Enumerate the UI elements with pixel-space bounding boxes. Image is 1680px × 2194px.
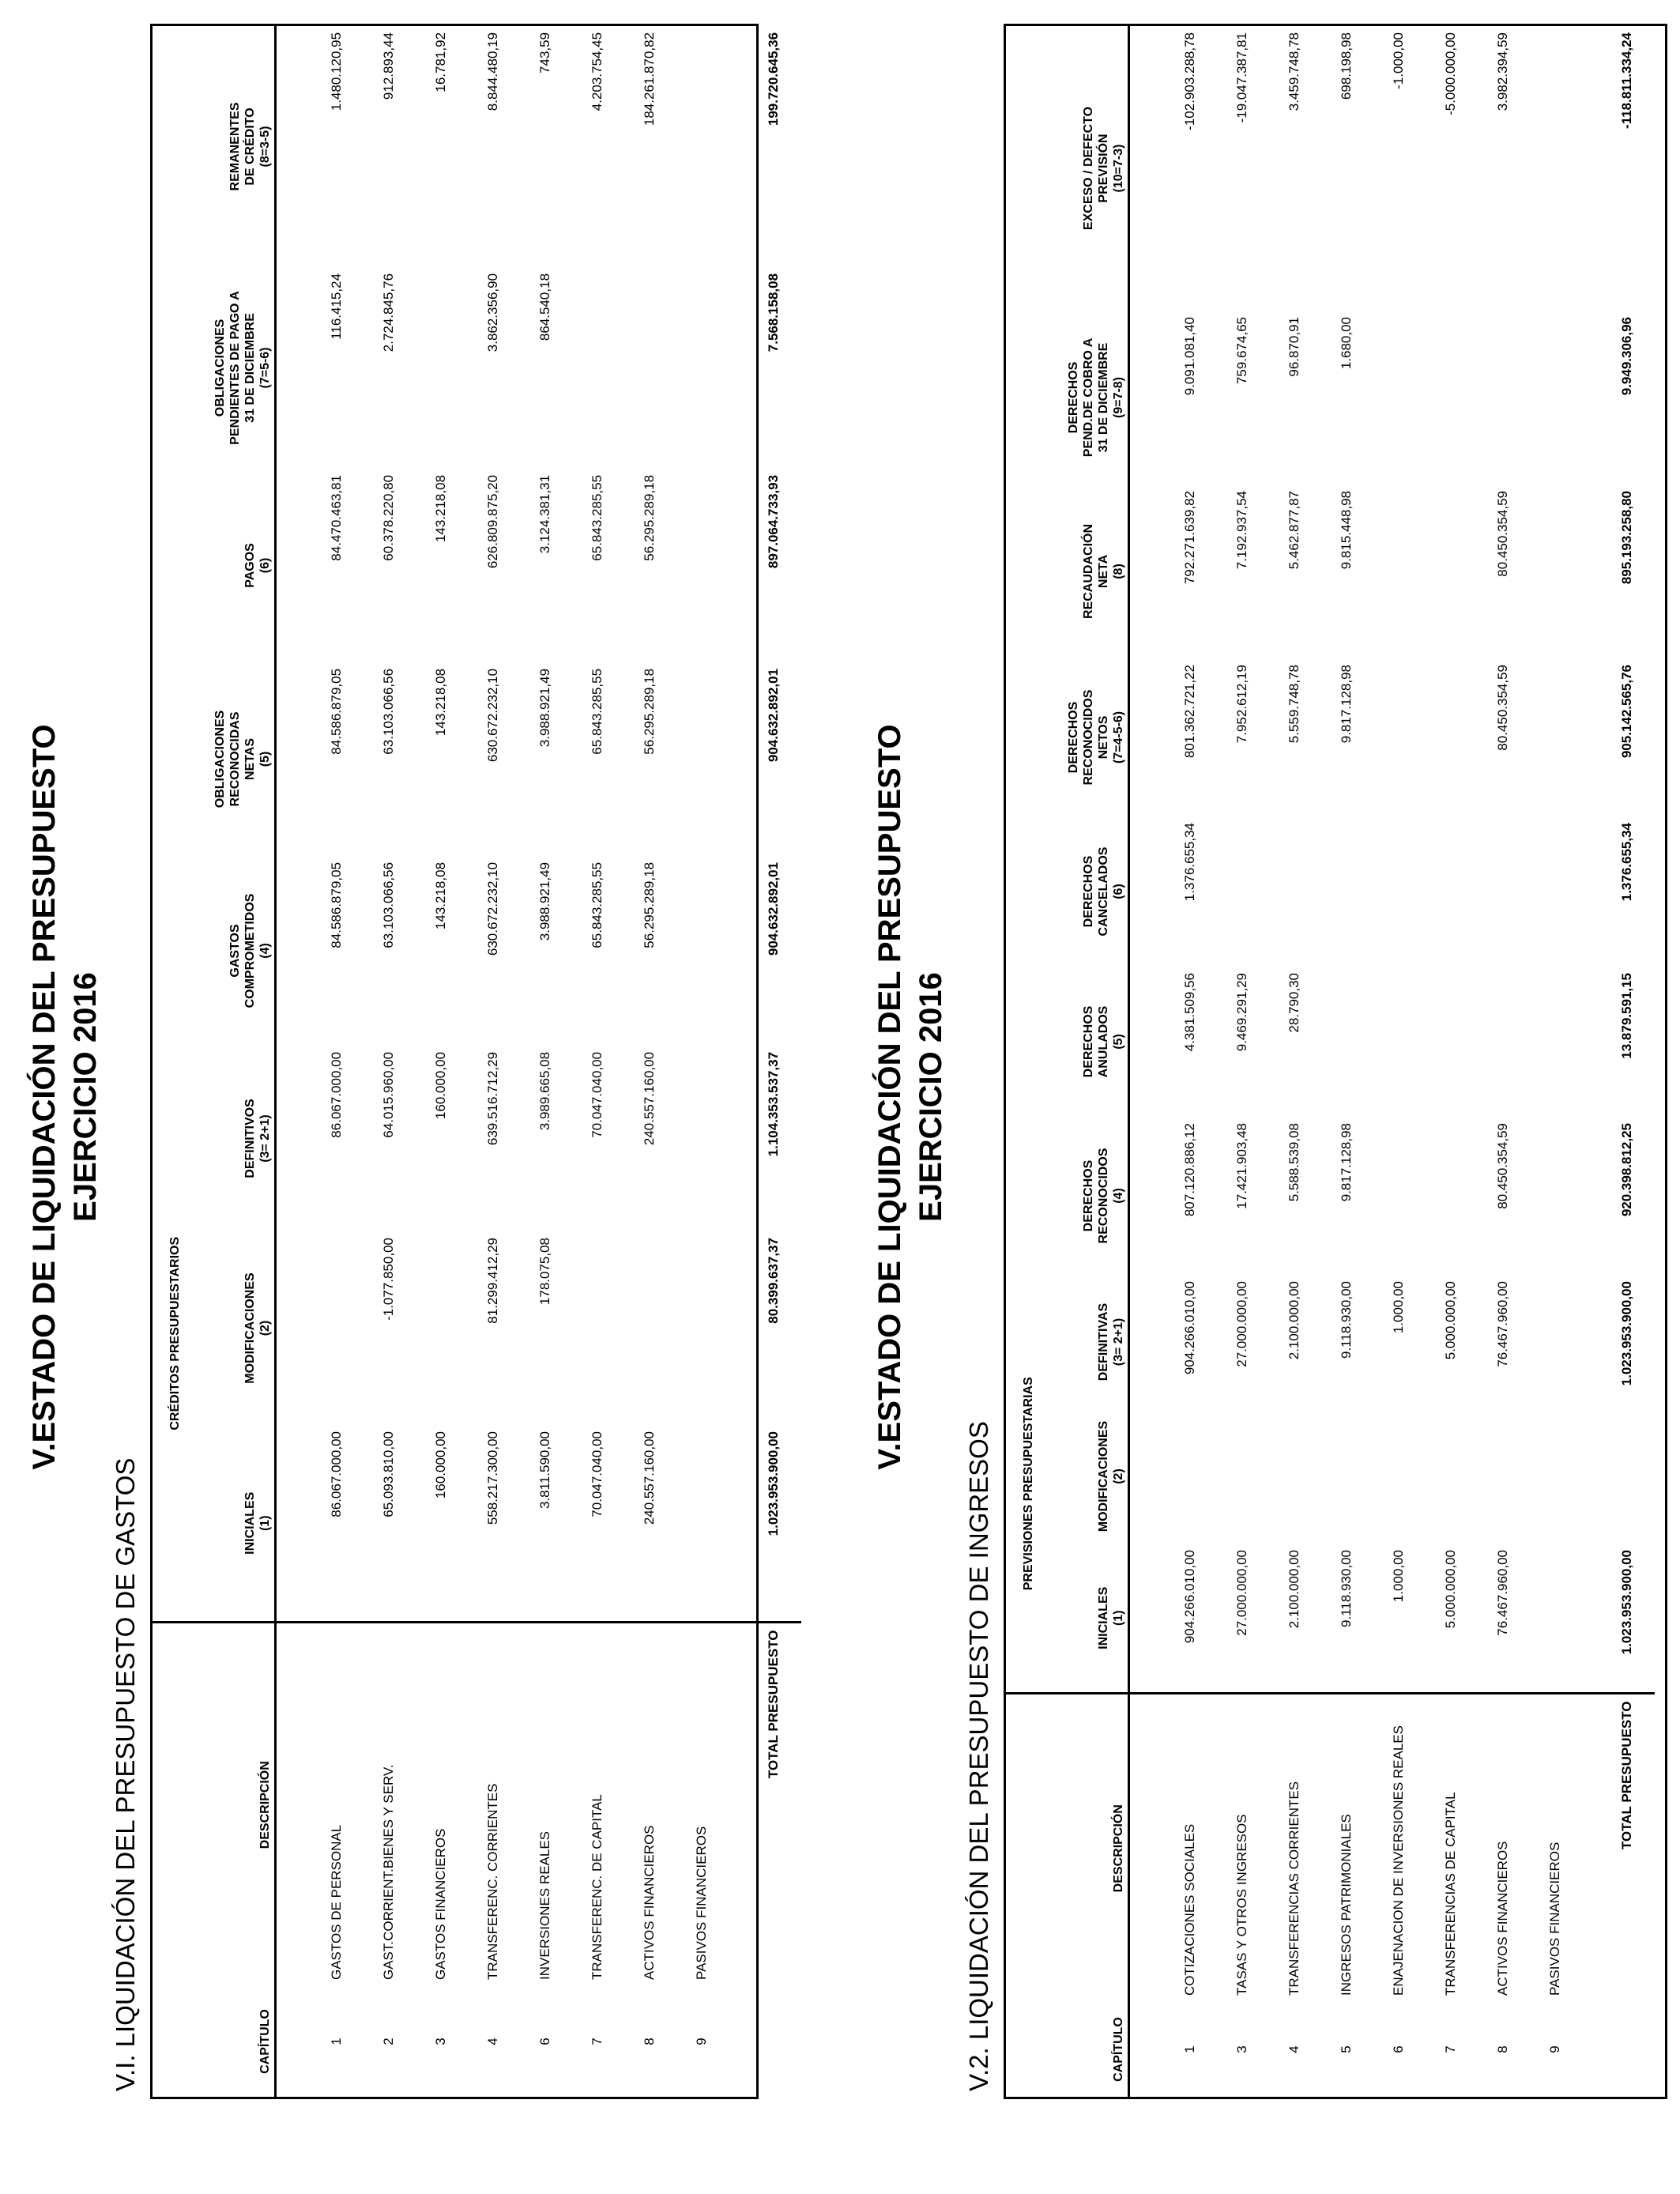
- gastos-head-iniciales: INICIALES (1): [184, 1425, 275, 1623]
- ingresos-head-capitulo: CAPÍTULO: [1038, 2002, 1128, 2097]
- gastos-head-comprometidos: GASTOS COMPROMETIDOS (4): [184, 856, 275, 1046]
- gastos-head-obligaciones: OBLIGACIONES RECONOCIDAS NETAS (5): [184, 662, 275, 856]
- table-row: 3 GASTOS FINANCIEROS 160.000,00 160.000,00 143.218,08 143.218,08 143.218,08 16.781,92: [433, 26, 485, 2097]
- total-row: TOTAL PRESUPUESTO 1.023.953.900,00 1.023.953.900,00 920.398.812,25 13.879.591,15 1.376.655,34 905.142.565,76 895.193.258,80 9.949.306,96 -118.811.334,24: [1599, 26, 1655, 2097]
- gastos-table-box: [150, 24, 781, 2099]
- gastos-table: [153, 26, 801, 2097]
- gastos-title-line1: V.ESTADO DE LIQUIDACIÓN DEL PRESUPUESTO: [27, 724, 62, 1470]
- gastos-head-definitivos: DEFINITIVOS (3= 2+1): [184, 1046, 275, 1231]
- gastos-title-line2: EJERCICIO 2016: [68, 972, 103, 1222]
- table-row: 6 ENAJENACION DE INVERSIONES REALES 1.000,00 1.000,00 -1.000,00: [1391, 26, 1443, 2097]
- gastos-head-capitulo: CAPÍTULO: [184, 1986, 275, 2097]
- ingresos-table-box: [1004, 24, 1667, 2099]
- gastos-head-descripcion: DESCRIPCIÓN: [184, 1623, 275, 1986]
- total-row: TOTAL PRESUPUESTO 1.023.953.900,00 80.399.637,37 1.104.353.537,37 904.632.892,01 904.632.892,01 897.064.733,93 7.568.158,08 199.720.645,36: [746, 26, 801, 2097]
- ingresos-title: [869, 0, 951, 2194]
- gastos-head-pagos: PAGOS (6): [184, 469, 275, 662]
- ingresos-head-exceso: EXCESO / DEFECTO PREVISIÓN (10=7-3): [1038, 26, 1128, 311]
- ingresos-head-descripcion: DESCRIPCIÓN: [1038, 1694, 1128, 2002]
- ingresos-head-anulados: DERECHOS ANULADOS (5): [1038, 967, 1128, 1117]
- ingresos-subtitle: V.2. LIQUIDACIÓN DEL PRESUPUESTO DE INGRESOS: [964, 1421, 993, 2091]
- gastos-title: [24, 0, 106, 2194]
- table-row: 5 INGRESOS PATRIMONIALES 9.118.930,00 9.118.930,00 9.817.128,98 9.817.128,98 9.815.448,98 1.680,00 698.198,98: [1339, 26, 1391, 2097]
- table-row: 4 TRANSFERENCIAS CORRIENTES 2.100.000,00 2.100.000,00 5.588.539,08 28.790,30 5.559.748,78 5.462.877,87 96.870,91 3.459.748,78: [1286, 26, 1339, 2097]
- table-row: 1 GASTOS DE PERSONAL 86.067.000,00 86.067.000,00 84.586.879,05 84.586.879,05 84.470.463,81 116.415,24 1.480.120,95: [329, 26, 381, 2097]
- ingresos-group-header: PREVISIONES PRESUPUESTARIAS: [1022, 1377, 1035, 1591]
- table-row: 9 PASIVOS FINANCIEROS: [1547, 26, 1599, 2097]
- table-row: 2 GAST.CORRIENT.BIENES Y SERV. 65.093.810,00 -1.077.850,00 64.015.960,00 63.103.066,56 63.103.066,56 60.378.220,80 2.724.845,76 912.893,44: [381, 26, 433, 2097]
- gastos-panel: [0, 0, 806, 2194]
- table-row: 8 ACTIVOS FINANCIEROS 76.467.960,00 76.467.960,00 80.450.354,59 80.450.354,59 80.450.354,59 3.982.394,59: [1495, 26, 1547, 2097]
- gastos-group-header: CRÉDITOS PRESUPUESTARIOS: [168, 1236, 182, 1431]
- table-row: 3 TASAS Y OTROS INGRESOS 27.000.000,00 27.000.000,00 17.421.903,48 9.469.291,29 7.952.612,19 7.192.937,54 759.674,65 -19.047.387,81: [1234, 26, 1286, 2097]
- ingresos-panel: [838, 0, 1680, 2194]
- table-row: 6 INVERSIONES REALES 3.811.590,00 178.075,08 3.989.665,08 3.988.921,49 3.988.921,49 3.124.381,31 864.540,18 743,59: [537, 26, 590, 2097]
- ingresos-title-line2: EJERCICIO 2016: [913, 972, 948, 1222]
- ingresos-title-line1: V.ESTADO DE LIQUIDACIÓN DEL PRESUPUESTO: [872, 724, 907, 1470]
- gastos-head-remanentes: REMANENTES DE CRÉDITO (8=3-5): [184, 26, 275, 267]
- table-row: 8 ACTIVOS FINANCIEROS 240.557.160,00 240.557.160,00 56.295.289,18 56.295.289,18 56.295.289,18 184.261.870,82: [642, 26, 694, 2097]
- ingresos-head-definitivas: DEFINITIVAS (3= 2+1): [1038, 1275, 1128, 1409]
- table-row: 7 TRANSFERENC. DE CAPITAL 70.047.040,00 70.047.040,00 65.843.285,55 65.843.285,55 65.843.285,55 4.203.754,45: [590, 26, 642, 2097]
- gastos-body: [275, 26, 801, 2097]
- ingresos-head-netos: DERECHOS RECONOCIDOS NETOS (7=4-5-6): [1038, 658, 1128, 816]
- ingresos-head-pendcobro: DERECHOS PEND.DE COBRO A 31 DE DICIEMBRE (9=7-8): [1038, 311, 1128, 484]
- table-row: 4 TRANSFERENC. CORRIENTES 558.217.300,00 81.299.412,29 639.516.712,29 630.672.232,10 630.672.232,10 626.809.875,20 3.862.356,90 8.844.480,19: [485, 26, 537, 2097]
- ingresos-head-recaudacion: RECAUDACIÓN NETA (8): [1038, 484, 1128, 658]
- table-row: 7 TRANSFERENCIAS DE CAPITAL 5.000.000,00 5.000.000,00 -5.000.000,00: [1443, 26, 1495, 2097]
- gastos-head-pendientes: OBLIGACIONES PENDIENTES DE PAGO A 31 DE DICIEMBRE (7=5-6): [184, 267, 275, 469]
- ingresos-head-reconocidos: DERECHOS RECONOCIDOS (4): [1038, 1117, 1128, 1275]
- ingresos-body: [1128, 26, 1655, 2097]
- ingresos-head-iniciales: INICIALES (1): [1038, 1544, 1128, 1694]
- gastos-subtitle: V.I. LIQUIDACIÓN DEL PRESUPUESTO DE GASTOS: [111, 1457, 140, 2091]
- table-row: 1 COTIZACIONES SOCIALES 904.266.010,00 904.266.010,00 807.120.886,12 4.381.509,56 1.376.655,34 801.362.721,22 792.271.639,82 9.091.081,40 -102.903.288,78: [1182, 26, 1234, 2097]
- ingresos-head-modificaciones: MODIFICACIONES (2): [1038, 1409, 1128, 1544]
- ingresos-table: [1006, 26, 1655, 2097]
- gastos-head-modificaciones: MODIFICACIONES (2): [184, 1231, 275, 1425]
- table-row: 9 PASIVOS FINANCIEROS: [694, 26, 746, 2097]
- ingresos-head-cancelados: DERECHOS CANCELADOS (6): [1038, 816, 1128, 967]
